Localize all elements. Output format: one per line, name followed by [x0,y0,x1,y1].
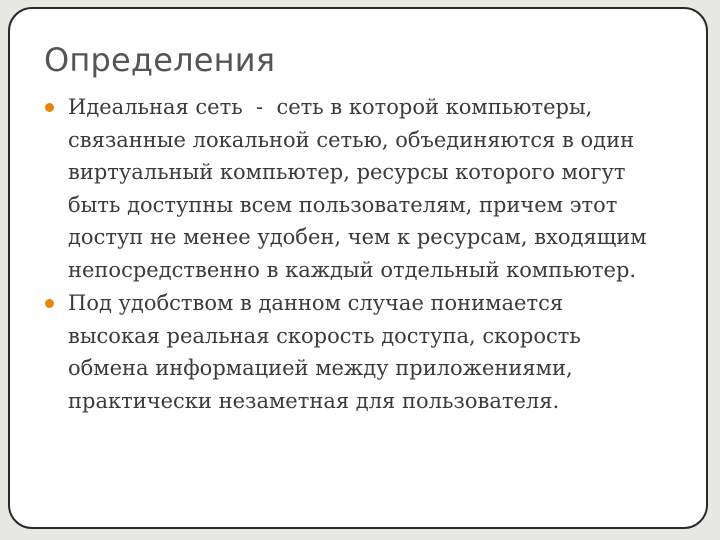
slide-title: Определения [44,41,276,79]
bullet-text-line: непосредственно в каждый отдельный компьютер. [68,257,637,282]
bullet-item-ideal-network [44,91,694,286]
bullet-dot-icon [45,299,54,308]
bullet-text-line: обмена информацией между приложениями, [68,356,573,380]
bullet-list [44,91,694,418]
bullet-text-line: Под удобством в данном случае понимается [68,291,564,315]
bullet-text-line: быть доступны всем пользователям, причем этот [68,192,618,217]
bullet-text-line: высокая реальная скорость доступа, скорость [68,323,581,348]
bullet-item-convenience [44,287,694,417]
bullet-text-line: доступ не менее удобен, чем к ресурсам, входящим [68,225,647,249]
bullet-dot-icon [45,103,54,112]
bullet-text-line: виртуальный компьютер, ресурсы которого могут [68,160,626,184]
slide [8,7,708,529]
bullet-text-line: практически незаметная для пользователя. [68,388,560,413]
bullet-text-line: Идеальная сеть - сеть в которой компьютеры, [68,95,593,119]
bullet-text-line: связанные локальной сетью, объединяются в один [68,127,635,152]
